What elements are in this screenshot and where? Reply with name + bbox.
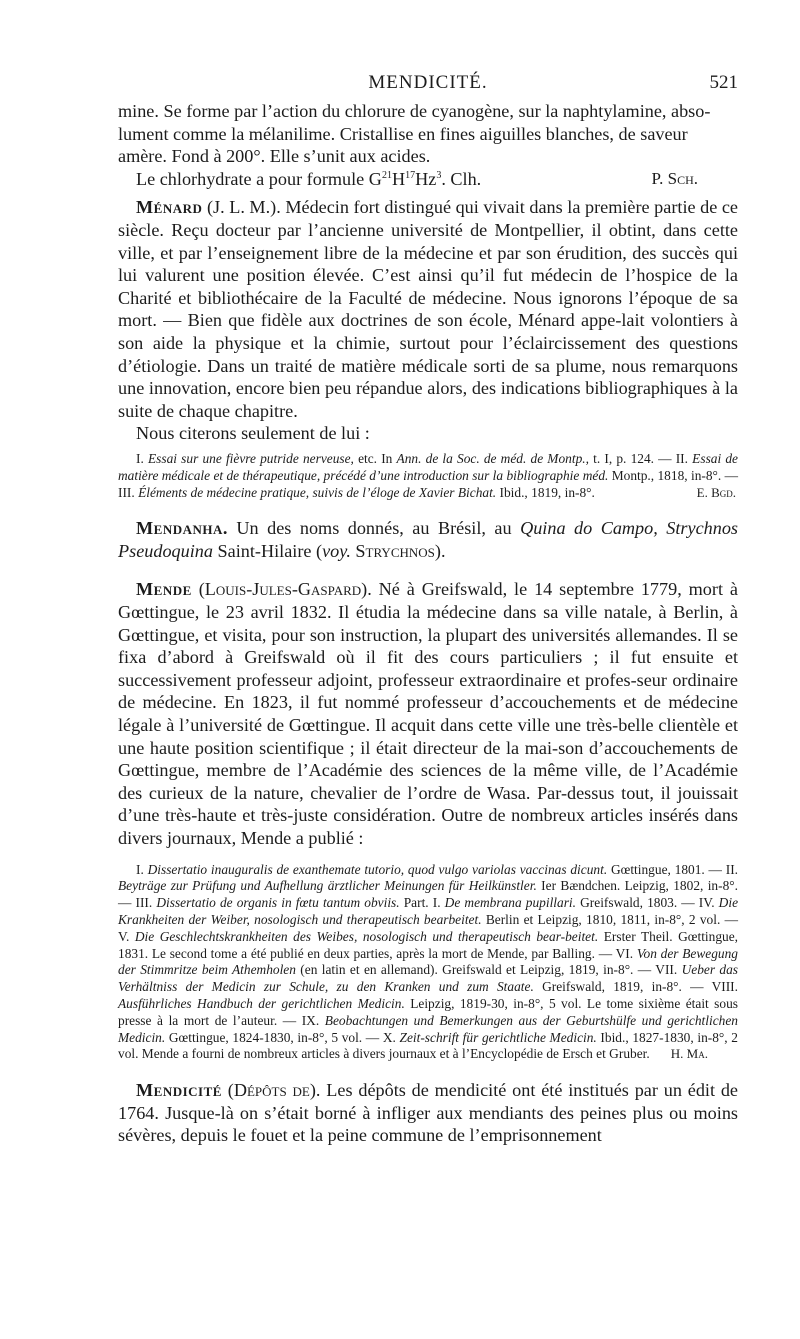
bib-work-title: De membrana pupillari. [444,895,577,911]
bib-work-title: Beobachtungen und Bemerkungen aus der Geburtshülfe und gerichtlichen Medicin. [118,1012,738,1045]
bib-title-1: Essai sur une fièvre putride nerveuse, [147,450,354,466]
bib-work-title: Die Geschlechtskrankheiten des Weibes, nosologisch und therapeutisch bear-beitet. [134,928,599,944]
bib-title-3: Éléments de médecine pratique, suivis de l’éloge de Xavier Bichat. [138,484,497,500]
entry-mine-line-2: lument comme la mélanilime. Cristallise en fines aiguilles blanches, de saveur [118,123,688,144]
signature-ebgd: E. Bgd. [696,484,736,500]
entry-mine-line-3: amère. Fond à 200°. Elle s’unit aux acides. [118,146,431,167]
bib-part: I. [136,861,148,877]
bib-part: Ibid., 1827-1830, in-8°, 2 vol. Mende a fourni de nombreux articles à divers journaux et à l’Encyclopédie de Ersch et Gruber. [118,1029,738,1062]
entry-mendicite [118,1079,738,1147]
bib-part: Part. I. [399,895,445,911]
formula-prefix: Le chlorhydrate a pour formule G [136,168,382,189]
bib-work-title: Ausführliches Handbuch der gerichtlichen Medicin. [118,995,405,1011]
entry-mendanha-xref: Strychnos [350,540,435,561]
entry-mende-text: Né à Greifswald, le 14 septembre 1779, mort à Gœttingue, le 23 avril 1832. Il étudia la médecine dans sa ville natale, à Berlin, à Gœttingue, et visita, pour son instruction, la plupart des universités allemandes. Il se fixa d’abord à Greifswald où il fit des cours particuliers ; il fut ensuite et successivement professeur adjoint, professeur extraordinaire et profes-seur ordinaire de médecine. En 1823, il fut nommé professeur d’accouchements et de médecine légale à l’université de Gœttingue. Il acquit dans cette ville une très-belle clientèle et une haute position scientifique ; il était directeur de la mai-son d’accouchements de Gœttingue, membre de l’Académie des sciences de la même ville, de l’Académie des curieux de la nature, chevalier de l’ordre de Wasa. Par-dessus tout, il jouissait d’une très-haute et très-juste considération. Outre de nombreux articles insérés dans divers journaux, Mende a publié : [118,579,738,849]
bib-title-2: Essai de matière médicale et de thérapeutique, précédé d’une introduction sur la bibliographie méd. [118,450,738,483]
entry-mende-bibliography [118,862,738,1064]
bib-part: Greifswald, 1819, in-8°. — VIII. [533,979,738,995]
entry-menard-body [118,196,738,422]
bib-part: Ier Bændchen. Leipzig, 1802, in-8°. — III. [118,878,738,911]
headword-mende: Mende [136,579,192,600]
bib-part: etc. In [353,450,397,466]
bib-work-title: Beyträge zur Prüfung und Aufhellung ärztlicher Meinungen für Heilkünstler. [118,878,537,894]
bib-part: Erster Theil. Gœttingue, 1831. Le second tome a été publié en deux parties, après la mort de Mende, par Balling. — VI. [118,928,739,961]
entry-mendicite-text: Les dépôts de mendicité ont été institués par un édit de 1764. Jusque-là on s’était borné à infliger aux mendiants des peines plus ou moins sévères, depuis le fouet et la peine commune de l’emprisonnement [118,1080,738,1146]
bib-work-title: Ueber das Verhältniss der Medicin zur Schule, zu den Kranken und zum Staate. [118,962,739,995]
signature-psch: P. Sch. [651,168,698,188]
bib-journal-1: Ann. de la Soc. de méd. de Montp., [396,450,589,466]
bib-part: Leipzig, 1819-30, in-8°, 5 vol. Le tome sixième était sous presse à la mort de l’auteur. — IX. [118,995,738,1028]
formula-mid-1: H [391,168,406,189]
page-number: 521 [709,72,738,93]
headword-mendanha: Mendanha. [136,518,228,539]
entry-mendanha-voy: voy. [322,540,351,561]
entry-mendicite-subtitle: (Dépôts de). [221,1080,321,1101]
bib-part: Montp., 1818, in-8°. — III. [118,467,738,500]
text-column [118,100,738,1147]
bib-part: I. [136,450,148,466]
entry-mende [118,578,738,1063]
page-header [118,72,738,98]
formula-sup-2: 17 [405,169,416,181]
bib-work-title: Die Krankheiten der Weiber, nosologisch und therapeutisch bearbeitet. [118,895,739,927]
bib-work-title: Dissertatio de organis in fœtu tantum obviis. [156,895,400,911]
formula-suffix: . Clh. [441,168,482,189]
entry-mine-formula-line [118,168,738,191]
bib-work-title: Zeit-schrift für gerichtliche Medicin. [399,1029,597,1045]
bib-work-title: Dissertatio inauguralis de exanthemate tutorio, quod vulgo variolas vaccinas dicunt. [147,861,608,877]
entry-mendicite-body [118,1079,738,1147]
entry-menard-bibliography [118,451,738,501]
running-title: MENDICITÉ. [368,72,488,93]
entry-mende-body [118,578,738,849]
entry-mine-line-1: mine. Se forme par l’action du chlorure de cyanogène, sur la naphtylamine, abso- [118,101,711,121]
headword-menard: Ménard [136,197,203,218]
entry-mendanha-species: Quina do Campo, Strychnos Pseudoquina [118,518,739,561]
signature-hma: H. Ma. [670,1046,708,1062]
entry-mendanha-text-b: Saint-Hilaire ( [212,540,323,561]
entry-mine [118,100,738,190]
entry-menard [118,196,738,501]
bib-part: t. I, p. 124. — II. [588,450,693,466]
entry-menard-text: (J. L. M.). Médecin fort distingué qui vivait dans la première partie de ce siècle. Reçu docteur par l’ancienne université de Montpellier, il obtint, dans cette ville, et par l’enseignement libre de la médecine et par son érudition, des succès qui lui valurent une position élevée. C’est ainsi qu’il fut médecin de l’hospice de la Charité et bibliothécaire de la Faculté de médecine. Nous ignorons l’époque de sa mort. — Bien que fidèle aux doctrines de son école, Ménard appe-lait volontiers à son aide la physique et la chimie, surtout pour l’éclaircissement des questions d’étiologie. Dans un traité de matière médicale sorti de sa plume, nous remarquons une innovation, encore bien peu répandue alors, des indications bibliographiques à la suite de chaque chapitre. [118,197,739,421]
formula-sup-3: 3 [436,169,442,181]
entry-mendanha-text-c: ). [434,540,446,561]
entry-mendanha-text-a: Un des noms donnés, au Brésil, au [227,518,521,539]
bib-part: Ibid., 1819, in-8°. [496,484,595,500]
entry-mendanha-body [118,517,738,562]
bib-part: Gœttingue, 1824-1830, in-8°, 5 vol. — X. [165,1029,400,1045]
bib-part: Berlin et Leipzig, 1810, 1811, in-8°, 2 vol. — V. [118,912,738,944]
formula-sup-1: 21 [381,169,392,181]
bib-part: Gœttingue, 1801. — II. [607,861,739,877]
entry-mende-name: (Louis-Jules-Gaspard). [191,579,372,600]
bib-work-title: Von der Bewegung der Stimmritze beim Athemholen [118,945,738,978]
entry-menard-cite-intro: Nous citerons seulement de lui : [136,423,370,444]
headword-mendicite: Mendicité [136,1080,222,1101]
bib-part: Greifswald, 1803. — IV. [576,895,719,911]
entry-mendanha [118,517,738,562]
bib-part: (en latin et en allemand). Greifswald et Leipzig, 1819, in-8°. — VII. [295,962,682,978]
formula-mid-2: Hz [415,168,437,189]
